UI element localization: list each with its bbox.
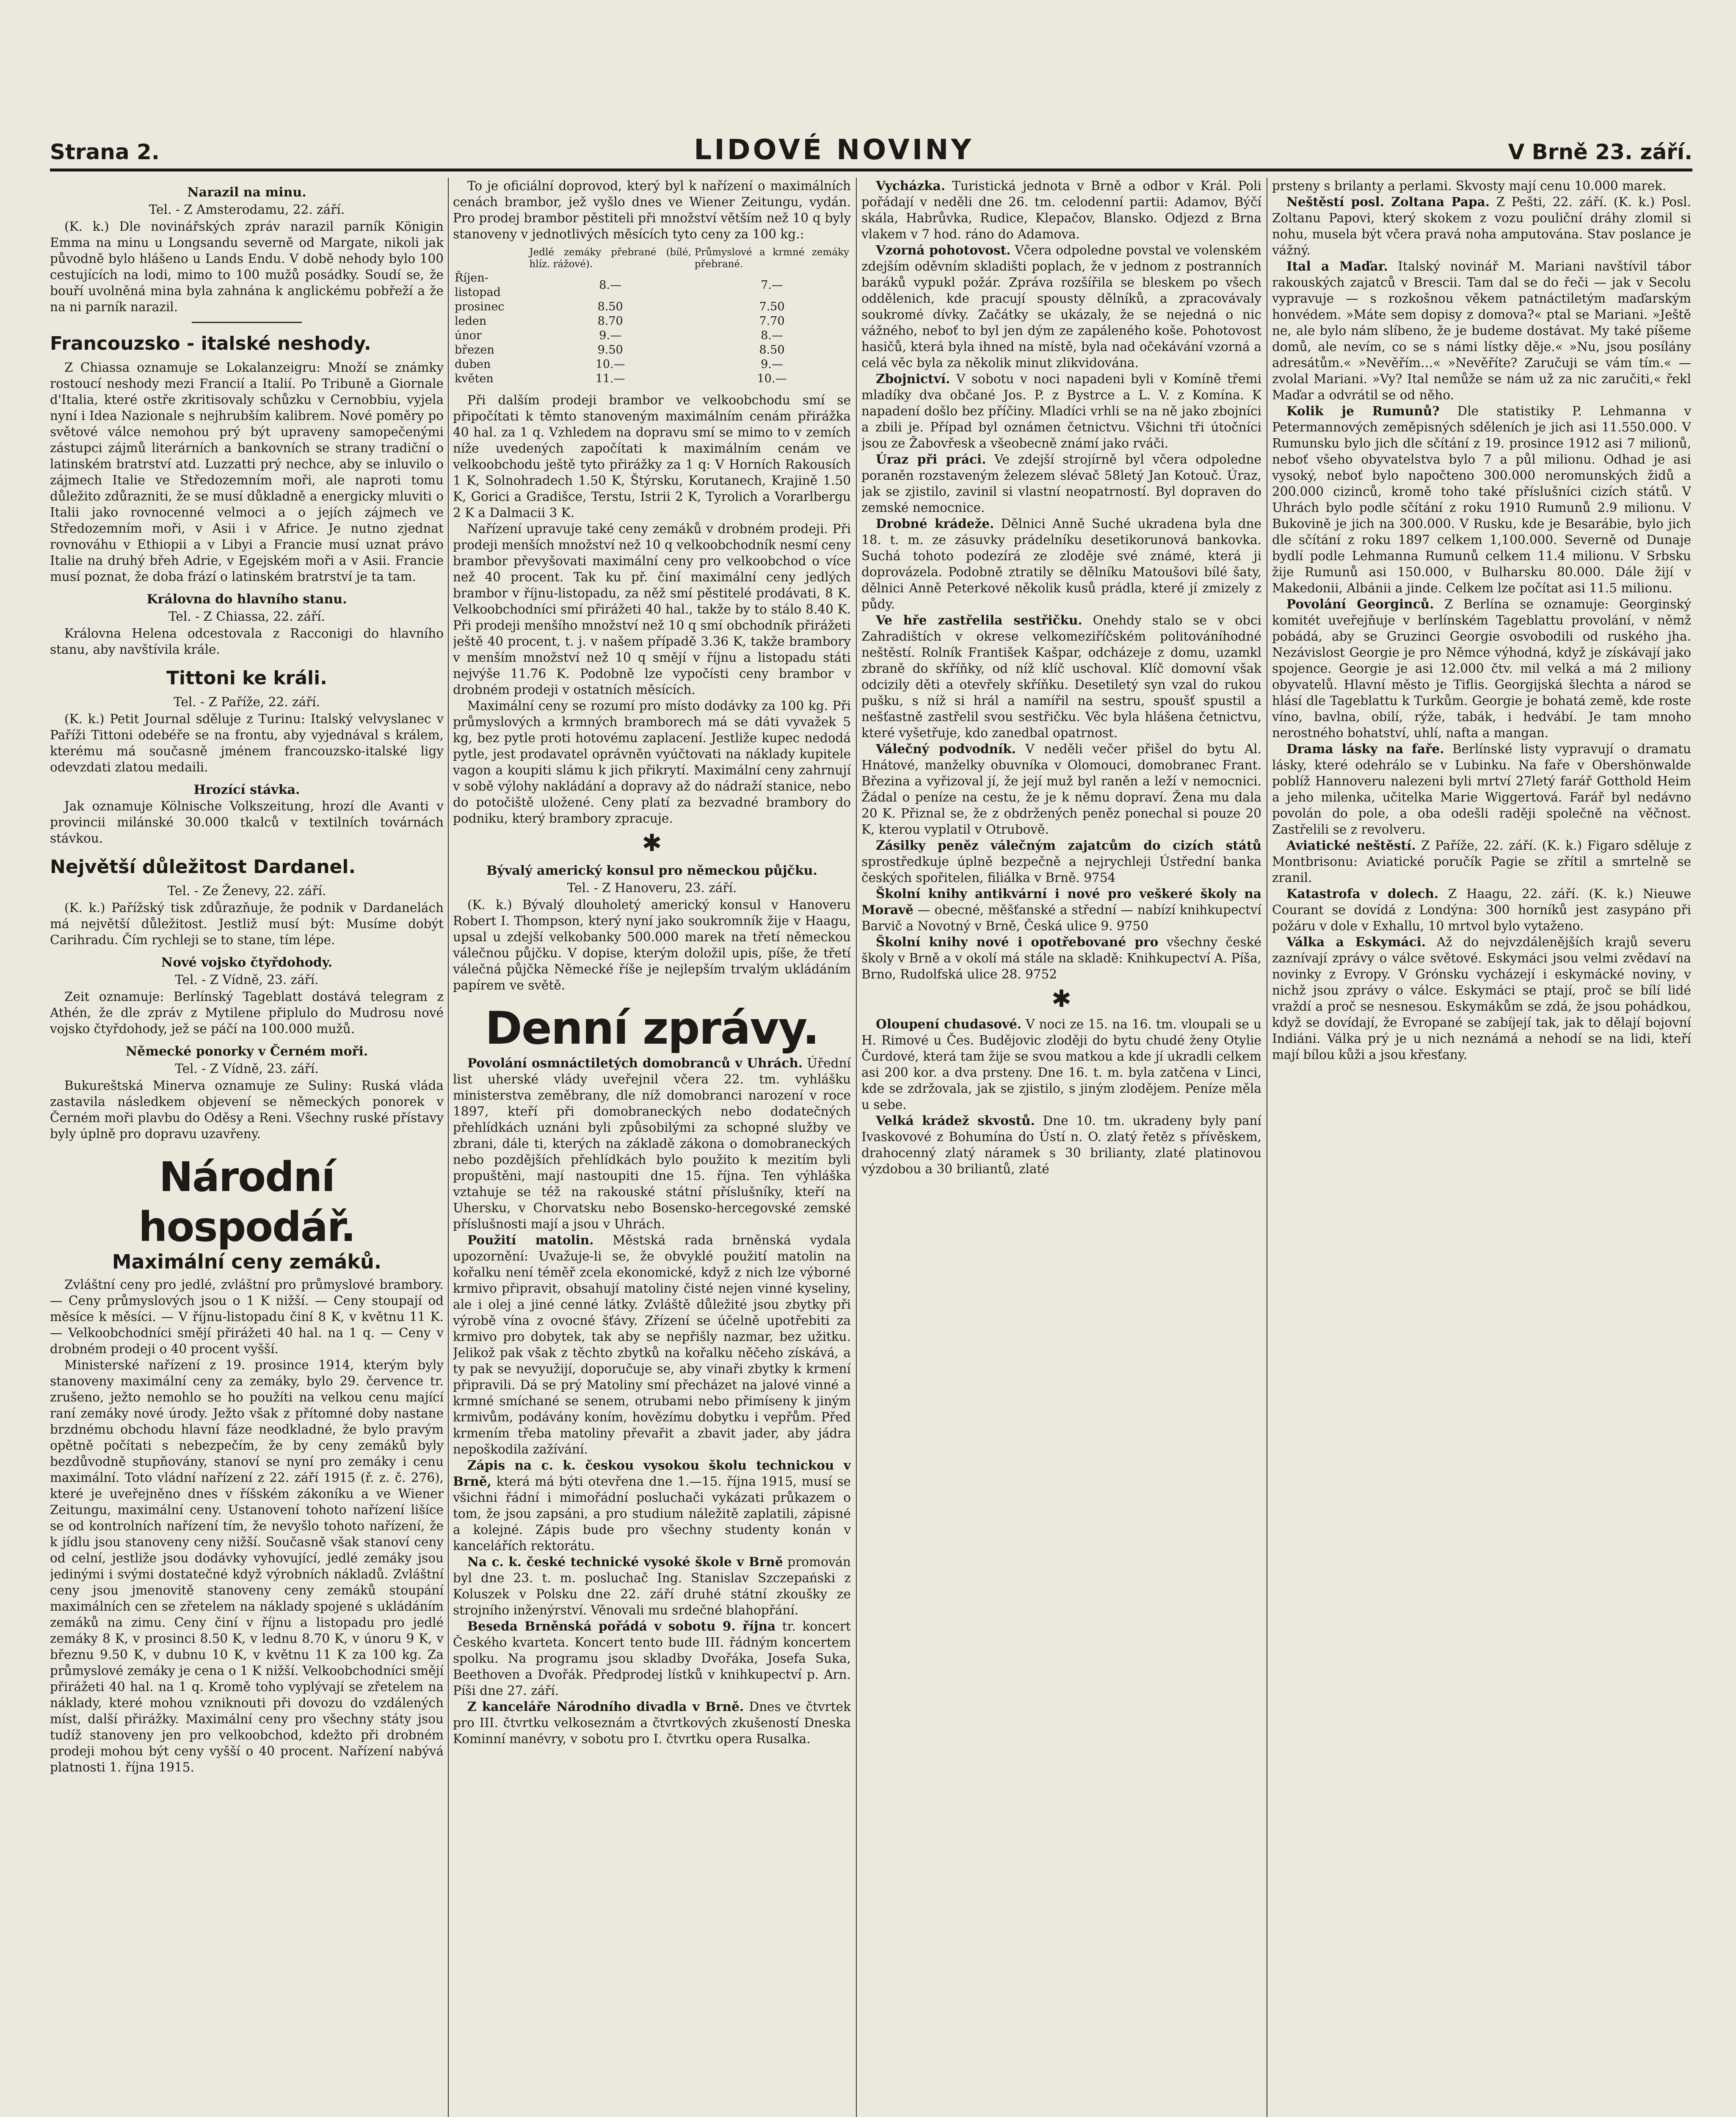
item-body: Z Pešti, 22. září. (K. k.) Posl. Zoltanu Papovi, který skokem z vozu pouliční dráhy zlomil si nohu, musela být včera pravá noha amputována. Stav poslance je vážný. bbox=[1272, 195, 1691, 257]
item-body: která má býti otevřena dne 1.—15. října 1915, musí se všichni řádní i mimořádní posluchači vykázati průkazem o tom, že jsou zapsáni, a pro studium náležitě zaplatili, zápisné a kolejné. Zápis bude pro všechny studenty konán v kancelářích rektorátu. bbox=[453, 1474, 851, 1553]
table-cell: 9.50 bbox=[597, 343, 623, 357]
table-cell: 7.— bbox=[761, 279, 783, 292]
table-row bbox=[453, 357, 851, 372]
item-body: Z Paříže, 22. září. (K. k.) Figaro sděluje z Montbrisonu: Aviatické poručík Pagie se zřítil a smrtelně se zranil. bbox=[1272, 838, 1691, 885]
item-body: Dle statistiky P. Lehmanna v Petermannových zeměpisných sděleních je jich asi 11.550.000. V Rumunsku bylo jich dle sčítání z 19. prosince 1912 asi 7 milionů, neboť všeho obyvatelstva bylo 7 a půl milionu. Odhad je asi vysoký, neboť bylo napočteno 300.000 neromunských židů a 200.000 cizinců, kromě toho také příslušníci cizích států. V Uhrách bylo podle sčítání z roku 1910 Rumunů 2.9 milionu. V Bukovině je jich na 300.000. V Rusku, kde je Besarábie, bylo jich dle sčítání z roku 1897 celkem 1,100.000. Severně od Dunaje bydlí podle Lehmanna Rumunů celkem 11.4 milionu. V Srbsku žije Rumunů asi 150.000, v Bulharsku 80.000. Dále žijí v Makedonii, Albánii a jinde. Celkem lze počítat asi 11.5 milionu. bbox=[1272, 404, 1691, 595]
table-row bbox=[453, 300, 851, 314]
item-headline: Neštěstí posl. Zoltana Papa. bbox=[1286, 194, 1490, 209]
article-body: Nařízení upravuje také ceny zemáků v drobném prodeji. Při prodeji menších množství než 10 q velkoobchodník nesmí ceny brambor převyšovati maximální ceny pro velkoobchod o více než 40 procent. Tak ku př. činí maximální ceny jedlých brambor v říjnu-listopadu, za něž smí pěstitelé prodávati, 8 K. Velkoobchodníci smí přirážeti 40 hal., takže by to stálo 8.40 K. Při prodeji menšího množství než 10 q smí obchodník přirážeti ještě 40 procent, t. j. v našem případě 3.36 K, takže brambory v menším množství než 10 q smějí v říjnu a listopadu státi nejvýše 11.76 K. Podobně lze vypočísti ceny brambor v drobném prodeji v ostatních měsících. bbox=[453, 522, 851, 697]
article-headline: Narazil na minu. bbox=[187, 185, 306, 200]
table-cell: 7.70 bbox=[759, 315, 785, 328]
item-headline: Vzorná pohotovost. bbox=[876, 243, 1011, 257]
item-headline: Katastrofa v dolech. bbox=[1286, 886, 1439, 901]
article-headline: Tittoni ke králi. bbox=[166, 667, 327, 689]
item-headline: Drobné krádeže. bbox=[876, 516, 994, 531]
item-body: sprostředkuje úplně bezpečně a nejrychleji Ústřední banka českých spořitelen, filiálka v Brně. 9754 bbox=[861, 854, 1261, 885]
dateline: Tel. - Z Vídně, 23. září. bbox=[175, 973, 319, 987]
table-cell: 10.— bbox=[595, 358, 625, 371]
dateline: Tel. - Z Amsterodamu, 22. září. bbox=[149, 202, 345, 217]
article-body: Královna Helena odcestovala z Racconigi do hlavního stanu, aby navštívila krále. bbox=[50, 626, 444, 657]
item-headline: Ve hře zastřelila sestřičku. bbox=[876, 613, 1082, 627]
table-cell: 9.— bbox=[761, 358, 783, 371]
newspaper-title: LIDOVÉ NOVINY bbox=[694, 133, 974, 166]
section-subtitle: Maximální ceny zemáků. bbox=[112, 1250, 382, 1273]
item-body: V neděli večer přišel do bytu Al. Hnátové, manželky obuvníka v Olomouci, domobranec Frant. Březina a vyřizoval jí, že její muž byl raněn a leží v nemocnici. Žádal o peníze na cestu, že je k němu dopraví. Žena mu dala 20 K. Přiznal se, že z obdržených peněz ponechal si pouze 20 K, kterou vyplatil v Otrubově. bbox=[861, 742, 1261, 837]
table-row bbox=[453, 372, 851, 386]
item-body: Úřední list uherské vlády uveřejnil včera 22. tm. vyhlášku ministerstva zeměbrany, dle níž domobranci narození v roce 1897, kteří při domobraneckých nebo dodatečných přehlídkách uznáni byli způsobilými za schopné služby ve zbrani, dále ti, kterých na základě zákona o domobraneckých nebo pozdějších přehlídkách bylo použito k mezitím byli propuštěni, mají nastoupiti dne 15. října. Ten výhláška vztahuje se též na rakouské státní příslušníky, kteří na Uhersku, v Chorvatsku nebo Bosensko-hercegovské zemské příslušnosti mají a jsou v Uhrách. bbox=[453, 1056, 851, 1231]
item-body: V sobotu v noci napadeni byli v Komíně třemi mladíky dva občané Jos. P. z Bystrce a L. V. z Komína. K napadení došlo bez příčiny. Mladíci vrhli se na ně jako zbojníci a zbili je. Případ byl oznámen četnictvu. Všichni tři útočníci jsou ze Žabovřesk a všeobecně známí jako rváči. bbox=[861, 372, 1261, 450]
article-headline: Německé ponorky v Černém moři. bbox=[125, 1044, 368, 1059]
article-body: (K. k.) Petit Journal sděluje z Turinu: Italský velvyslanec v Paříži Tittoni odebéře se na frontu, aby vyjednával s králem, kterému má současně jménem francouzsko-italské ligy odevzdati zlatou medaili. bbox=[50, 712, 444, 774]
table-cell: únor bbox=[455, 329, 482, 342]
item-headline: Aviatické neštěstí. bbox=[1286, 838, 1416, 853]
table-header-row bbox=[453, 246, 851, 271]
column-4 bbox=[1272, 178, 1691, 2117]
table-cell: 8.— bbox=[599, 279, 622, 292]
table-cell: 11.— bbox=[595, 372, 625, 385]
item-body: Dnes ve čtvrtek pro III. čtvrtku velkoseznám a čtvrtkových zkušeností Dneska Kominní manévry, v sobotu pro I. čtvrtku opera Rusalka. bbox=[453, 1700, 851, 1746]
article-body: Bukureštská Minerva oznamuje ze Suliny: Ruská vláda zastavila následkem objevení se německých ponorek v Černém moři plavbu do Oděsy a Reni. Všechny ruské přístavy byly úplně pro dopravu uzavřeny. bbox=[50, 1078, 444, 1141]
table-row bbox=[453, 343, 851, 357]
item-body: promován byl dne 23. t. m. posluchač Ing. Stanislav Szczepański z Koluszek v Polsku dne 22. září druhé státní zkoušky ze strojního inženýrství. Věnovali mu srdečné blahopřání. bbox=[453, 1555, 851, 1617]
item-headline: Drama lásky na faře. bbox=[1286, 741, 1444, 756]
item-headline: Na c. k. české technické vysoké škole v Brně bbox=[467, 1554, 783, 1569]
separator bbox=[192, 322, 302, 323]
dateline: Tel. - Z Vídně, 23. září. bbox=[175, 1061, 319, 1076]
article-body: Zvláštní ceny pro jedlé, zvláštní pro průmyslové brambory. — Ceny průmyslových jsou o 1 K nižší. — Ceny stoupají od měsíce k měsíci. — V říjnu-listopadu činí 8 K, v květnu 11 K. — Velkoobchodníci smějí přirážeti 40 hal. na 1 q. — Ceny v drobném prodeji o 40 procent vyšší. bbox=[50, 1277, 444, 1356]
article-body: To je oficiální doprovod, který byl k nařízení o maximálních cenách brambor, jež vyšlo dnes ve Wiener Zeitungu, vydán. Pro prodej brambor pěstiteli při množství větším než 10 q byly stanoveny v jednotlivých měsících tyto ceny za 100 kg.: bbox=[453, 179, 851, 241]
article-body: Maximální ceny se rozumí pro místo dodávky za 100 kg. Při průmyslových a krmných bramborech má se dáti vyvažek 5 kg, bez pytle proti hotovému zaplacení. Jestliže kupec nedodá pytle, jest prodavatel oprávněn vyúčtovati na náklady kupitele vagon a koupiti slámu k jich přikrytí. Maximální ceny zahrnují v sobě výlohy nakládání a dopravy až do nádraží stanice, nebo do potočiště uložené. Ceny platí za bezvadné brambory do podniku, který brambory zpracuje. bbox=[453, 699, 851, 826]
item-body: Ve zdejší strojírně byl včera odpoledne poraněn rozstaveným železem slévač 58letý Jan Kotouč. Úraz, jak se zjistilo, zavinil si vlastní neopatrností. Byl dopraven do zemské nemocnice. bbox=[861, 452, 1261, 515]
article-body: Jak oznamuje Kölnische Volkszeitung, hrozí dle Avanti v provincii milánské 30.000 tkalců v textilních továrnách stávkou. bbox=[50, 799, 444, 846]
item-headline: Školní knihy antikvární i nové pro veškeré školy na Moravě bbox=[861, 886, 1261, 917]
article-headline: Největší důležitost Dardanel. bbox=[50, 856, 356, 878]
item-body: — obecné, měšťanské a střední — nabízí knihkupectví Barvič a Novotný v Brně, Česká ulice 9. 9750 bbox=[861, 903, 1261, 933]
section-title: Denní zprávy. bbox=[485, 1002, 819, 1054]
item-body: Až do nejvzdálenějších krajů severu zaznívají zprávy o válce světové. Eskymáci jsou velmi zvědaví na novinky z Evropy. V Grónsku vycházejí i eskymácké noviny, v nichž jsou zprávy o válce. Eskymáci se ptají, proč se bílí lidé vraždí a proč se nesnesou. Eskymákům se zdá, že jsou pohádkou, když se dovídají, že Evropané se zabíjejí tak, jak to dělají bojovní Indiáni. Válka prý je u nich neznámá a nehodí se na lidi, kteří mají bílou kůži a jsou křesťany. bbox=[1272, 935, 1691, 1062]
item-body: Turistická jednota v Brně a odbor v Král. Poli pořádají v neděli dne 26. tm. celodenní partii: Adamov, Býčí skála, Habrůvka, Rudice, Klepačov, Blansko. Odjezd z Brna vlakem v 7 hod. ráno do Adamova. bbox=[861, 179, 1261, 241]
item-headline: Povolání Georginců. bbox=[1286, 597, 1434, 611]
dateline: Tel. - Z Hanoveru, 23. září. bbox=[567, 881, 737, 895]
item-headline: Povolání osmnáctiletých domobranců v Uhrách. bbox=[467, 1056, 803, 1070]
star-separator-icon: ✱ bbox=[642, 829, 662, 857]
table-header: Průmyslové a krmné zemáky přebrané. bbox=[694, 247, 849, 270]
table-cell: 7.50 bbox=[759, 300, 785, 313]
table-header bbox=[453, 246, 527, 271]
item-headline: Válka a Eskymáci. bbox=[1286, 934, 1426, 949]
table-cell: 8.50 bbox=[759, 343, 785, 357]
item-headline: Vycházka. bbox=[876, 178, 945, 193]
table-cell: 8.50 bbox=[597, 300, 623, 313]
article-headline: Francouzsko - italské neshody. bbox=[50, 333, 371, 354]
column-2 bbox=[453, 178, 851, 2117]
item-body: všechny české školy v Brně a v okolí má stále na skladě: Knihkupectví A. Píša, Brno, Rudolfská ulice 28. 9752 bbox=[861, 935, 1261, 981]
item-headline: Beseda Brněnská pořádá v sobotu 9. října bbox=[467, 1619, 776, 1633]
item-headline: Zbojnictví. bbox=[876, 371, 950, 386]
item-headline: Použití matolin. bbox=[467, 1233, 594, 1247]
article-body: (K. k.) Pařížský tisk zdůrazňuje, že podnik v Dardanelách má největší důležitost. Jestliž musí být: Musíme dobýt Carihradu. Čím rychleji se to stane, tím lépe. bbox=[50, 901, 444, 947]
section-title: Národní hospodář. bbox=[138, 1153, 355, 1251]
article-body: Při dalším prodeji brambor ve velkoobchodu smí se připočítati k těmto stanoveným maximálním cenám přirážka 40 hal. za 1 q. Vzhledem na dopravu smí se mimo to v zemích níže uvedených započítati k maximálním cenám ve velkoobchodu ještě tyto přirážky za 1 q: V Horních Rakousích 1 K, Solnohradech 1.50 K, Štýrsku, Korutanech, Krajině 1.50 K, Gorici a Gradišce, Terstu, Istrii 2 K, Tyrolich a Vorarlbergu 2 K a Dalmacii 3 K. bbox=[453, 393, 851, 520]
article-body: Ministerské nařízení z 19. prosince 1914, kterým byly stanoveny maximální ceny za zemáky, bylo 29. července tr. zrušeno, ježto nemohlo se ho použíti na velkou cenu mající raní zemáky nové úrody. Ježto však z přítomné doby nastane brzdnému obchodu hlavní fáze neodkladné, že bylo pravým opětně počítati s nebezpečím, že by ceny zemáků byly bezdůvodně stupňovány, stanoví se nyní pro zemáky i cenu maximální. Toto vládní nařízení z 22. září 1915 (ř. z. č. 276), které je uveřejněno dnes v říšském zákoníku a ve Wiener Zeitungu, maximální ceny. Ustanovení tohoto nařízení lišíce se od kontrolních nařízení tím, že nevyšlo tohoto nařízení, že k jídlu jsou stanoveny ceny nižší. Současně však stanoví ceny od celní, jestliže jsou dodávky vyhovující, jedlé zemáky jsou jedinými i svými dostatečné když výrobních nákladů. Zvláštní ceny jsou jmenovitě stanoveny ceny zemáků stoupání maximálních cen se zřetelem na náklady spojené s ukládáním zemáků na zimu. Ceny činí v říjnu a listopadu pro jedlé zemáky 8 K, v prosinci 8.50 K, v lednu 8.70 K, v únoru 9 K, v březnu 9.50 K, v dubnu 10 K, v květnu 11 K za 100 kg. Za průmyslové zemáky je cena o 1 K nižší. Velkoobchodníci smějí přirážeti 40 hal. na 1 q. Kromě toho vyplývají se zřetelem na náklady, které mohou vzniknouti při dovozu do vzdálených míst, další přirážky. Maximální ceny pro všechny státy jsou tudíž stanoveny jen pro velkoobchod, kdežto při drobném prodeji mohou být ceny vyšší o 40 procent. Nařízení nabývá platnosti 1. října 1915. bbox=[50, 1358, 444, 1774]
article-headline: Bývalý americký konsul pro německou půjčku. bbox=[486, 863, 817, 878]
item-headline: Oloupení chudasové. bbox=[876, 1017, 1022, 1031]
dateline: Tel. - Ze Ženevy, 22. září. bbox=[167, 884, 326, 898]
article-headline: Hrozící stávka. bbox=[193, 782, 300, 797]
table-cell: prosinec bbox=[455, 300, 505, 313]
article-body: Zeit oznamuje: Berlínský Tageblatt dostává telegram z Athén, že dle zpráv z Mytilene připlulo do Mudrosu nové vojsko čtyřdohody, jež se páčí na 100.000 mužů. bbox=[50, 989, 444, 1036]
table-row bbox=[453, 329, 851, 343]
star-separator-icon: ✱ bbox=[1052, 985, 1071, 1013]
item-body: Z Berlína se oznamuje: Georginský komitét uveřejňuje v berlínském Tageblattu provolání, v němž pobádá, aby se Gruzinci Georgie osvobodili od ruského jha. Nezávislost Georgie je pro Němce výhodná, když je získávají jako spojence. Georgie je asi 12.000 čtv. mil velká a má 2 miliony obyvatelů. Hlavní město je Tiflis. Georgijská šlechta a národ se hlásí dle Tageblattu k Turkům. Georgie je bohatá země, kde roste víno, bavlna, obilí, rýže, tabák, i hedvábí. Je tam mnoho nerostného bohatství, uhlí, nafta a mangan. bbox=[1272, 597, 1691, 740]
article-body: Z Chiassa oznamuje se Lokalanzeigru: Množí se známky rostoucí neshody mezi Francií a Italií. Po Tribuně a Giornale d'Italia, které ostře zkritisovaly schůzku v Cernobbiu, vyjela nyní i Idea Nazionale s nejhrubším kalibrem. Nové poměry po světové válce nemohou prý být upraveny samopečenými zástupci zájmů literárních a bankovních se strany tradiční o latinském bratrství atd. Luzzatti prý nechce, aby se inluvilo o zájmech Italie ve Středozemním moři, ale naproti tomu důležito zdůrazniti, že se musí důkladně a energicky mluviti o Italii jako rovnocenné velmoci a o jejích zájmech ve Středozemním moři, v Asii i v Africe. Je nutno zjednat rovnováhu v Ethiopii a v Libyi a Francie musí uznat právo Italie na druhý břeh Adrie, v Egejském moři a v Asii. Francie musí poznat, že doba frází o latinském bratrství je ta tam. bbox=[50, 360, 444, 584]
item-headline: Úraz při práci. bbox=[876, 452, 986, 467]
item-body: Onehdy stalo se v obci Zahradištích v okrese velkomeziříčském politováníhodné neštěstí. Rolník František Kašpar, odcházeje z domu, uzamkl zbraně do skříňky, od níž klíč uschoval. Klíč domovní však odcizily děti a otevřely skříňku. Desetiletý syn vzal do rukou pušku, s níž si hrál a namířil na sestru, spoušť spustil a nešťastně zastřelil svou sestřičku. Věc byla hlášena četnictvu, které vyšetřuje, kdo zanedbal opatrnost. bbox=[861, 613, 1261, 740]
item-headline: Školní knihy nové i opotřebované pro bbox=[876, 934, 1159, 949]
item-body: Berlínské listy vypravují o dramatu lásky, které odehrálo se v Lubinku. Na faře v Obershönwalde poblíž Hannoveru nalezeni byli mrtví 27letý farář Gotthold Heim a jeho milenka, učitelka Marie Wiggertová. Farář byl nedávno povolán do pole, a oba odešli raději společně na věčnost. Zastřelili se z revolveru. bbox=[1272, 742, 1691, 837]
price-table bbox=[453, 246, 851, 386]
article-headline: Nové vojsko čtyřdohody. bbox=[161, 955, 333, 970]
dateline: Tel. - Z Paříže, 22. září. bbox=[174, 695, 320, 709]
item-headline: Velká krádež skvostů. bbox=[876, 1113, 1035, 1128]
table-header: Jedlé zemáky přebrané (bílé, hlíz. rážové). bbox=[529, 247, 691, 270]
table-cell: květen bbox=[455, 372, 494, 385]
item-headline: Ital a Maďar. bbox=[1286, 259, 1388, 274]
article-body: (K. k.) Dle novinářských zpráv narazil parník Königin Emma na minu u Longsandu severně od Margate, nikoli jak původně bylo hlášeno u Lands Endu. V době nehody bylo 100 cestujících na lodi, mimo to 100 mužů posádky. Soudí se, že bouří uvolněná mina byla zahnána k anglickému pobřeží a že na ni parník narazil. bbox=[50, 219, 444, 314]
table-cell: leden bbox=[455, 315, 487, 328]
item-headline: Z kanceláře Národního divadla v Brně. bbox=[467, 1699, 744, 1714]
article-headline: Královna do hlavního stanu. bbox=[146, 592, 347, 607]
column-3 bbox=[861, 178, 1261, 2117]
page-number: Strana 2. bbox=[50, 140, 160, 164]
issue-dateline: V Brně 23. září. bbox=[1508, 140, 1692, 164]
item-headline: Zápis na c. k. českou vysokou školu technickou v Brně, bbox=[453, 1458, 851, 1489]
item-body: Z Haagu, 22. září. (K. k.) Nieuwe Courant se dovídá z Londýna: 300 horníků jest zasypáno při požáru v dole v Exhallu, 10 mrtvol bylo vytaženo. bbox=[1272, 887, 1691, 933]
item-body: Dne 10. tm. ukradeny byly paní Ivaskovové z Bohumína do Ústí n. O. zlatý řetěz s přívěskem, drahocenný zlatý náramek s 30 brilianty, zlaté platinovou výzdobou a 30 briliantů, zlaté bbox=[861, 1114, 1261, 1176]
table-cell: duben bbox=[455, 358, 491, 371]
table-cell: 8.— bbox=[761, 329, 783, 342]
item-body: Italský novinář M. Mariani navštívil tábor rakouských zajatců v Brescii. Tam dal se do řeči — jak v Secolu vypravuje — s rozkošnou věkem patnáctiletým maďarským honvédem. »Máte sem dopisy z domova?« ptal se Mariani. »Ještě ne, ale bylo nám slíbeno, že je budeme dostávat. My také píšeme domů, ale nevím, co se s námi lístky děje.« »Nu, jsou posílány adresátům.« »Nevěřím…« »Nevěříte? Zaručuji se vám tím.« — zvolal Mariani. »Vy? Ital nemůže se nám už za nic zaručiti,« řekl Maďar a odvrátil se od něho. bbox=[1272, 259, 1691, 402]
column-rule bbox=[448, 178, 449, 2117]
item-body: V noci ze 15. na 16. tm. vloupali se u H. Rimové u Čes. Budějovic zloději do bytu chudé ženy Otylie Čurdové, která tam žije se svou matkou a kde jí ukradli celkem asi 200 kor. a dva prsteny. Dne 16. t. m. byla zatčena v Linci, kde se zdržovala, jak se zjistilo, s jiným zlodějem. Peníze měla u sebe. bbox=[861, 1017, 1261, 1112]
table-cell: 9.— bbox=[599, 329, 622, 342]
item-body: Dělnici Anně Suché ukradena byla dne 18. t. m. ze zásuvky prádelníku desetikorunová bankovka. Suchá tohoto podezírá ze zloděje své známé, která ji doprovázela. Podobně ztratily se dělníku Matoušovi bílé šaty, dělnici Anně Peterkové několik kusů prádla, které jí zmizely z půdy. bbox=[861, 517, 1261, 611]
article-body: prsteny s brilanty a perlami. Skvosty mají cenu 10.000 marek. bbox=[1272, 179, 1667, 193]
item-body: Včera odpoledne povstal ve volenském zdejším oděvním skladišti poplach, že v jednom z postranních baráků vypukl požár. Zpráva rozšířila se bleskem po všech oddělenich, kde pracují spousty dělníků, a zpracovávaly soukromé dívky. Začátky se ukázaly, že se nejedná o nic vážného, neboť to byl jen dým ze zapáleného koše. Pohotovost hasičů, která byla ihned na místě, byla nad očekávání vzorná a celá věc byla za několik minut zlikvidována. bbox=[861, 243, 1261, 370]
item-headline: Zásilky peněz válečným zajatcům do cizích států bbox=[876, 838, 1261, 853]
table-cell: 8.70 bbox=[597, 315, 623, 328]
masthead bbox=[50, 122, 1692, 171]
table-cell: 10.— bbox=[757, 372, 787, 385]
dateline: Tel. - Z Chiassa, 22. září. bbox=[168, 609, 325, 624]
article-body: (K. k.) Bývalý dlouholetý americký konsul v Hanoveru Robert I. Thompson, který nyní jako soukromník žije v Haagu, upsal u zdejší velkobanky 500.000 marek na třetí německou válečnou půjčku. V dopise, kterým doložil upis, píše, že třetí válečná půjčka Německé říše je nejlepším trvalým ukládáním papírem ve světě. bbox=[453, 898, 851, 992]
item-headline: Válečný podvodník. bbox=[876, 741, 1016, 756]
item-body: tr. koncert Českého kvarteta. Koncert tento bude III. řádným koncertem spolku. Na programu jsou skladby Dvořáka, Josefa Suka, Beethoven a Dvořák. Předprodej lístků v knihkupectví p. Arn. Píši dne 27. září. bbox=[453, 1619, 851, 1698]
table-row bbox=[453, 314, 851, 329]
column-rule bbox=[856, 178, 857, 2117]
item-headline: Kolik je Rumunů? bbox=[1286, 404, 1440, 418]
table-cell: Říjen-listopad bbox=[455, 271, 501, 299]
item-body: Městská rada brněnská vydala upozornění: Uvažuje-li se, že obvyklé použití matolin na kořalku není téměř zcela ekonomické, když z nich lze výborné krmivo připravit, obsahují matoliny čisté nejen vinné kyseliny, ale i olej a jiné cenné látky. Zvláště důležité jsou zbytky při výrobě vína z ovocné šťávy. Zřízení se účelně upotřebiti za krmivo pro dobytek, tak aby se nepřišly nazmar, bez užitku. Jelikož pak však z těchto zbytků na kořalku něčeho získává, a ty pak se nevyužijí, doporučuje se, aby vinaři zbytky k krmení připravili. Dá se prý Matoliny smí přecházet na jalové vinné a krmné smíchané se senem, otrubami nebo přimíseny k jiným krmivům, podávány koním, hovězímu dobytku i vepřům. Před krmením třeba matoliny převařit a zbavit jader, aby jádra nepoškodila zažívání. bbox=[453, 1233, 851, 1456]
table-cell: březen bbox=[455, 343, 494, 357]
table-row bbox=[453, 271, 851, 300]
column-1 bbox=[50, 178, 444, 2117]
